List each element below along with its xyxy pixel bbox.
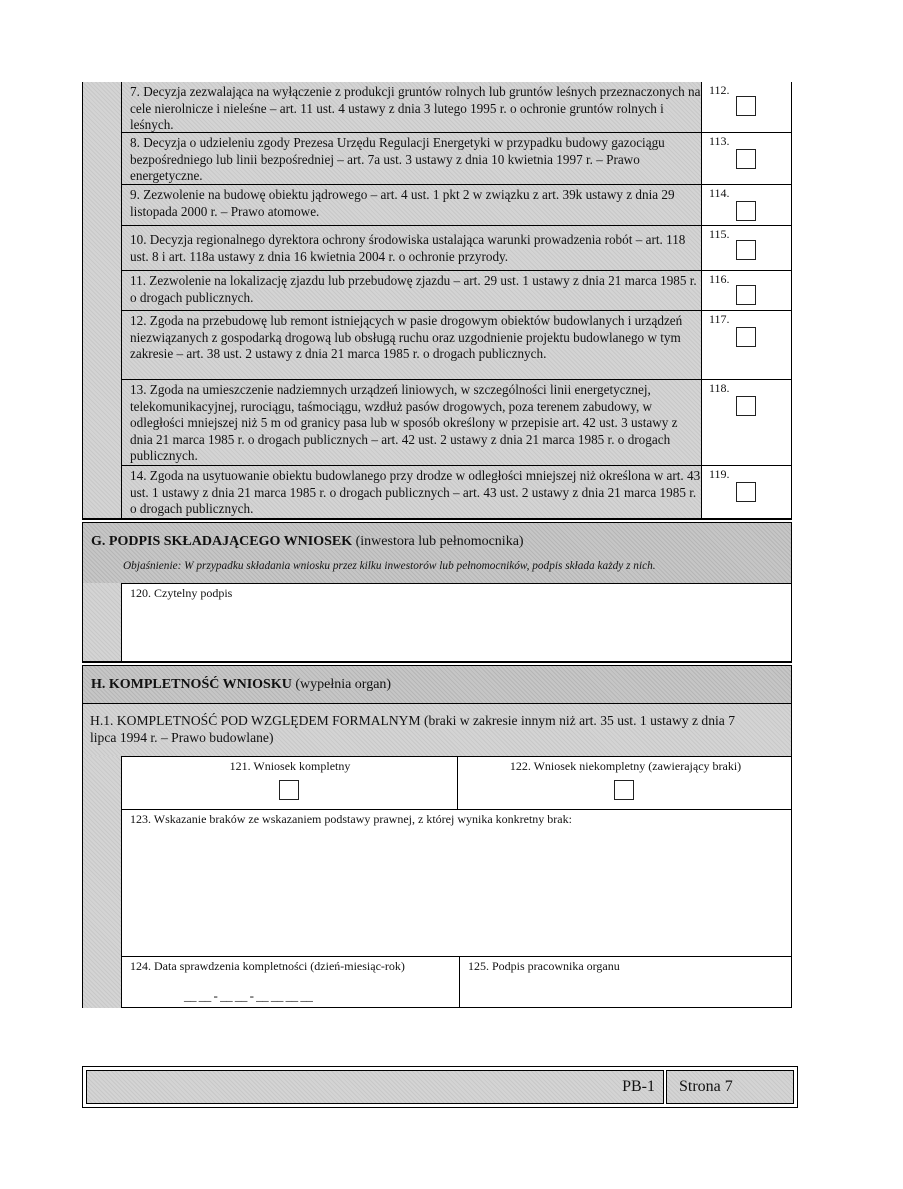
item-text: 11. Zezwolenie na lokalizację zjazdu lub przebudowę zjazdu – art. 29 ust. 1 ustawy z dnia 21 marca 1985 r. o drogach publicznych.: [130, 273, 697, 305]
item-box-116: [702, 271, 792, 311]
section-h-header: [82, 666, 792, 704]
item-row-10: [121, 226, 702, 271]
item-box-117: [702, 311, 792, 380]
checkbox-121[interactable]: [279, 780, 299, 800]
section-h1-header: [82, 704, 792, 756]
item-text: 12. Zgoda na przebudowę lub remont istniejących w pasie drogowym obiektów budowlanych i urządzeń niezwiązanych z gospodarką drogową lub obsługą ruchu oraz uzgodnienie projektu budowlanego w tym zakresie – art. 38 ust. 2 ustawy z dnia 21 marca 1985 r. o drogach publicznych.: [130, 313, 683, 362]
checkbox-112[interactable]: [736, 96, 756, 116]
field-123-box[interactable]: [121, 809, 792, 957]
field-120-box[interactable]: [121, 583, 792, 662]
item-text: 14. Zgoda na usytuowanie obiektu budowlanego przy drodze w odległości mniejszej niż określona w art. 43 ust. 1 ustawy z dnia 21 marca 1985 r. o drogach publicznych – art. 43 ust. 2 ustawy z dnia 21 marca 1985 r. o drogach publicznych.: [130, 468, 701, 517]
section-g-title-bold: G. PODPIS SKŁADAJĄCEGO WNIOSEK: [91, 534, 353, 549]
checkbox-113[interactable]: [736, 149, 756, 169]
item-text: 13. Zgoda na umieszczenie nadziemnych urządzeń liniowych, w szczególności linii energetycznej, telekomunikacyjnej, rurociągu, taśmociągu, wzdłuż pasów drogowych, poza terenem zabudowy, w odległości mniejszej niż 5 m od granicy pasa lub w sposób określony w przepisie art. 42 ust. 3 ustawy z dnia 21 marca 1985 r. o drogach publicznych – art. 42 ust. 2 ustawy z dnia 21 marca 1985 r. o drogach publicznych.: [130, 382, 678, 464]
field-122-box: [457, 756, 792, 810]
item-text: 7. Decyzja zezwalająca na wyłączenie z produkcji gruntów rolnych lub gruntów leśnych przeznaczonych na cele nierolnicze i nieleśne – art. 11 ust. 4 ustawy z dnia 3 lutego 1995 r. o ochronie gruntów rolnych i leśnych.: [130, 84, 701, 133]
field-number: 113.: [709, 134, 730, 148]
field-120-label: 120. Czytelny podpis: [130, 586, 233, 600]
checkbox-114[interactable]: [736, 201, 756, 221]
checkbox-118[interactable]: [736, 396, 756, 416]
section-h-title: [91, 677, 391, 693]
item-box-113: [702, 133, 792, 185]
item-row-14: [121, 466, 702, 519]
field-number: 119.: [709, 467, 730, 481]
left-gutter-h: [82, 756, 122, 1008]
field-number: 117.: [709, 312, 730, 326]
field-125-label: 125. Podpis pracownika organu: [468, 959, 620, 973]
section-g-subtitle: (inwestora lub pełnomocnika): [352, 534, 524, 549]
item-box-112: [702, 82, 792, 133]
footer-page-box: [666, 1070, 794, 1104]
section-h-subtitle: (wypełnia organ): [291, 677, 392, 692]
field-number: 112.: [709, 83, 730, 97]
checkbox-117[interactable]: [736, 327, 756, 347]
field-number: 118.: [709, 381, 730, 395]
field-124-box[interactable]: [121, 956, 460, 1008]
item-text: 8. Decyzja o udzieleniu zgody Prezesa Urzędu Regulacji Energetyki w przypadku budowy gazociągu bezpośredniego lub linii bezpośredniej – art. 7a ust. 3 ustawy z dnia 10 kwietnia 1997 r. – Prawo energetyczne.: [130, 135, 665, 184]
section-g-header: [82, 523, 792, 583]
item-box-119: [702, 466, 792, 519]
field-number: 116.: [709, 272, 730, 286]
item-text: 10. Decyzja regionalnego dyrektora ochrony środowiska ustalająca warunki prowadzenia robót – art. 118 ust. 8 i art. 118a ustawy z dnia 16 kwietnia 2004 r. o ochronie przyrody.: [130, 232, 686, 264]
date-placeholder: __ __ - __ __ - __ __ __ __: [184, 988, 313, 1003]
footer-page-number: Strona 7: [679, 1078, 733, 1095]
field-123-label: 123. Wskazanie braków ze wskazaniem podstawy prawnej, z której wynika konkretny brak:: [130, 812, 572, 826]
checkbox-119[interactable]: [736, 482, 756, 502]
item-row-13: [121, 380, 702, 466]
checkbox-116[interactable]: [736, 285, 756, 305]
item-box-115: [702, 226, 792, 271]
page-footer: [82, 1066, 798, 1108]
section-h-title-bold: H. KOMPLETNOŚĆ WNIOSKU: [91, 677, 292, 692]
left-gutter-g: [82, 583, 122, 662]
checkbox-122[interactable]: [614, 780, 634, 800]
section-g-title: [91, 534, 524, 550]
field-122-label: 122. Wniosek niekompletny (zawierający braki): [509, 759, 742, 773]
field-121-box: [121, 756, 457, 810]
section-g-note: Objaśnienie: W przypadku składania wniosku przez kilku inwestorów lub pełnomocników, podpis składa każdy z nich.: [123, 560, 656, 572]
field-number: 115.: [709, 227, 730, 241]
footer-form-code-box: [86, 1070, 664, 1104]
item-row-8: [121, 133, 702, 185]
field-125-box[interactable]: [459, 956, 792, 1008]
item-row-9: [121, 185, 702, 226]
checkbox-115[interactable]: [736, 240, 756, 260]
item-row-12: [121, 311, 702, 380]
item-row-7: [121, 82, 702, 133]
section-h1-title: H.1. KOMPLETNOŚĆ POD WZGLĘDEM FORMALNYM (braki w zakresie innym niż art. 35 ust. 1 ustawy z dnia 7 lipca 1994 r. – Prawo budowlane): [90, 713, 736, 745]
field-121-label: 121. Wniosek kompletny: [229, 759, 351, 773]
item-box-114: [702, 185, 792, 226]
item-row-11: [121, 271, 702, 311]
item-box-118: [702, 380, 792, 466]
field-number: 114.: [709, 186, 730, 200]
field-124-label: 124. Data sprawdzenia kompletności (dzień-miesiąc-rok): [130, 959, 405, 973]
footer-form-code: PB-1: [622, 1078, 655, 1095]
item-text: 9. Zezwolenie na budowę obiektu jądrowego – art. 4 ust. 1 pkt 2 w związku z art. 39k ustawy z dnia 29 listopada 2000 r. – Prawo atomowe.: [130, 187, 675, 219]
